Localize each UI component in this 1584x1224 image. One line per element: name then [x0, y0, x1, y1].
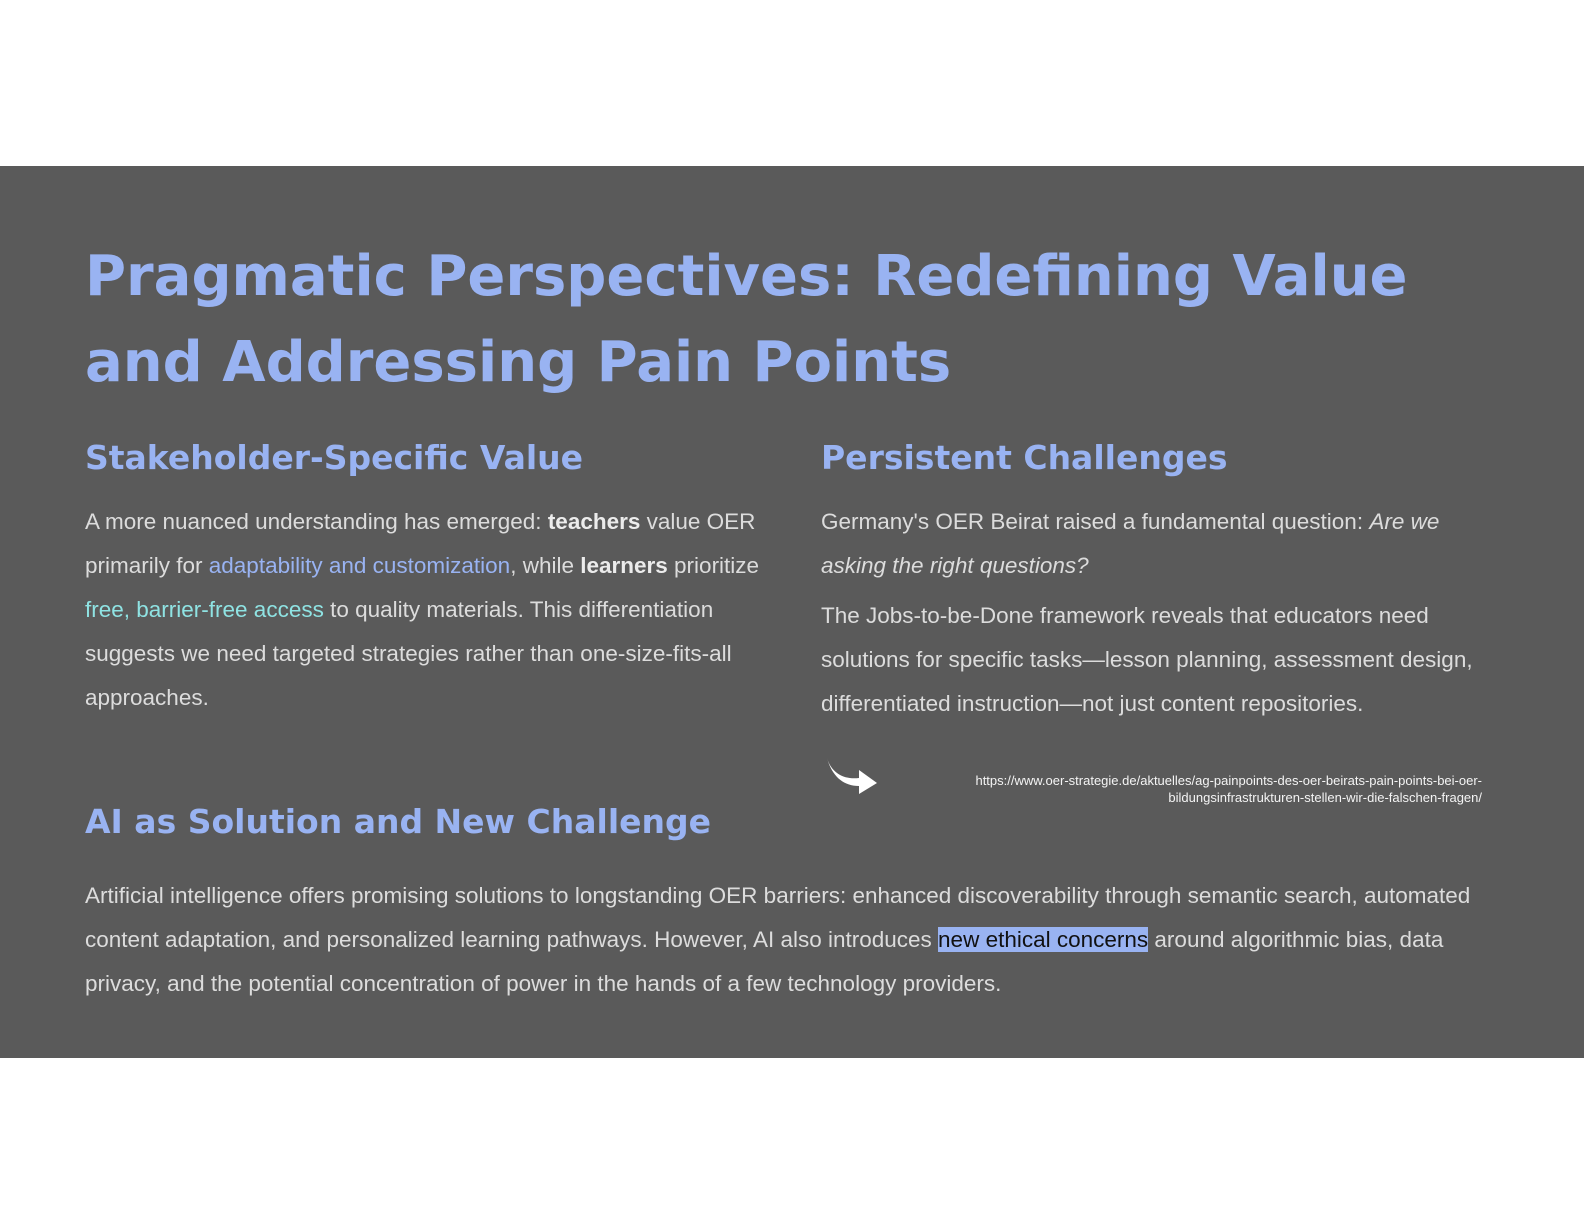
adaptability-link[interactable]: adaptability and customization	[208, 553, 511, 578]
ai-text-1: Artificial intelligence offers promising solutions to longstanding OER barriers: enhanced discoverability through semantic search, automated content adaptation, and personalized learning pathways. However, AI also introduces	[85, 883, 1471, 952]
beirat-question-paragraph	[821, 500, 1501, 588]
stakeholder-text-2: value OER primarily for	[85, 509, 756, 578]
learners-term: learners	[580, 553, 668, 578]
beirat-question-text: Germany's OER Beirat raised a fundamental question:	[821, 509, 1370, 534]
source-url-line-2: bildungsinfrastrukturen-stellen-wir-die-falschen-fragen/	[1168, 790, 1482, 805]
stakeholder-text-5: to quality materials. This differentiation suggests we need targeted strategies rather than one-size-fits-all approaches.	[85, 597, 732, 710]
ethical-concerns-highlight: new ethical concerns	[938, 927, 1149, 952]
curved-arrow-icon[interactable]	[825, 756, 879, 796]
teachers-term: teachers	[547, 509, 641, 534]
beirat-question-italic: Are we asking the right questions?	[821, 509, 1440, 578]
source-url[interactable]	[880, 772, 1482, 806]
stakeholder-value-paragraph	[85, 500, 765, 720]
slide	[0, 166, 1584, 1058]
stakeholder-text-4: prioritize	[667, 553, 760, 578]
ai-heading: AI as Solution and New Challenge	[85, 802, 712, 841]
ai-paragraph	[85, 874, 1505, 1006]
stakeholder-value-heading: Stakeholder-Specific Value	[85, 438, 584, 477]
access-link[interactable]: free, barrier-free access	[85, 597, 324, 622]
persistent-challenges-heading: Persistent Challenges	[821, 438, 1228, 477]
ai-text-2: around algorithmic bias, data privacy, and the potential concentration of power in the hands of a few technology providers.	[85, 927, 1444, 996]
slide-title: Pragmatic Perspectives: Redefining Value and Addressing Pain Points	[85, 244, 1408, 395]
source-url-line-1: https://www.oer-strategie.de/aktuelles/ag-painpoints-des-oer-beirats-pain-points-bei-oer-	[975, 773, 1482, 788]
stakeholder-text-1: A more nuanced understanding has emerged:	[85, 509, 548, 534]
stakeholder-text-3: , while	[510, 553, 581, 578]
jobs-to-be-done-paragraph: The Jobs-to-be-Done framework reveals that educators need solutions for specific tasks—lesson planning, assessment design, differentiated instruction—not just content repositories.	[821, 603, 1473, 716]
